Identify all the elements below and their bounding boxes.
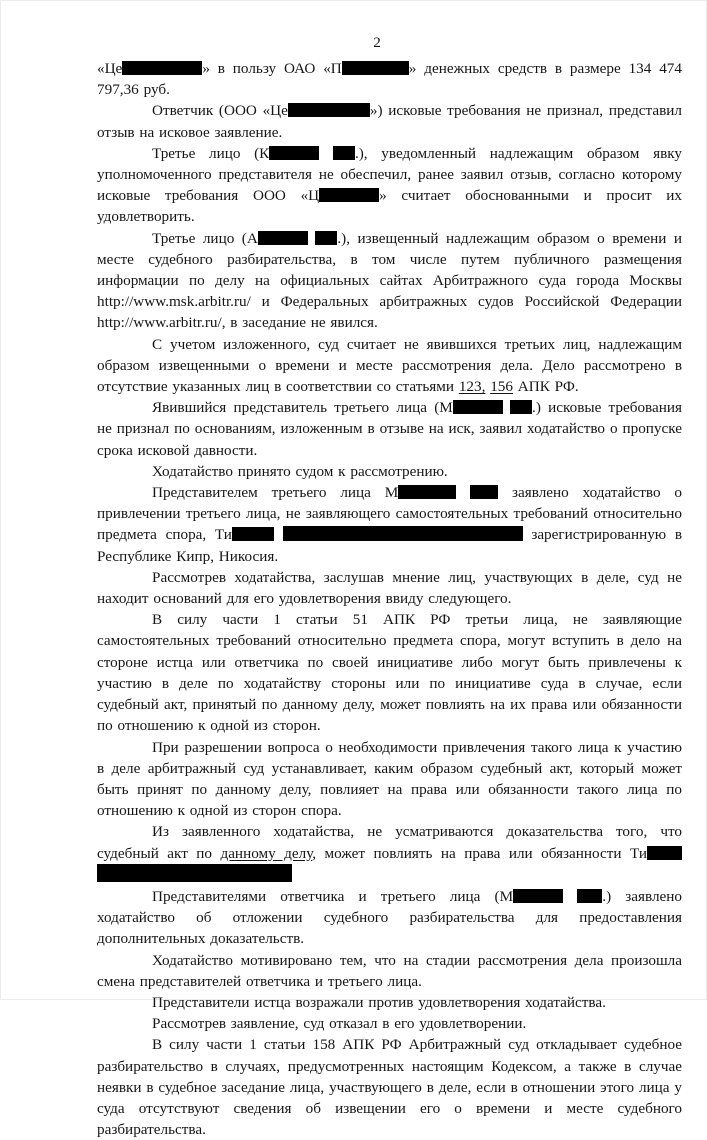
redaction-bar — [470, 485, 498, 499]
redaction-bar — [398, 485, 456, 499]
paragraph: Ходатайство принято судом к рассмотрению. — [152, 462, 448, 480]
paragraph: Из заявленного ходатайства, не усматриваются доказательства того, что судебный акт по данному делу, может повлиять на права или обязанности Ти — [97, 821, 682, 886]
paragraph: Рассмотрев заявление, суд отказал в его удовлетворении. — [152, 1015, 527, 1033]
redaction-bar — [97, 864, 292, 882]
paragraph: В силу части 1 статьи 51 АПК РФ третьи лица, не заявляющие самостоятельных требований относительно предмета спора, могут вступить в дело на стороне истца или ответчика по своей инициативе либо могут быть привлечены к участию в деле по ходатайству стороны или по инициативе суда в случае, если судебный акт, принятый по данному делу, может повлиять на их права или обязанности по отношению к одной из сторон. — [97, 611, 682, 735]
underlined-text: 123, — [458, 378, 486, 396]
underlined-text: данному делу — [220, 844, 313, 862]
redaction-bar — [258, 231, 308, 245]
paragraph: Ответчик (ООО «Це ») исковые требования не признал, представил отзыв на исковое заявление. — [97, 102, 682, 141]
underlined-text: 156 — [490, 378, 513, 396]
paragraph: Ходатайство мотивировано тем, что на стадии рассмотрения дела произошла смена представителей ответчика и третьего лица. — [97, 951, 682, 990]
redaction-bar — [577, 889, 602, 903]
paragraph: Явившийся представитель третьего лица (М .) исковые требования не признал по основаниям, изложенным в отзыве на иск, заявил ходатайство о пропуске срока исковой давности. — [97, 399, 682, 459]
redaction-bar — [647, 846, 682, 860]
redaction-bar — [510, 400, 532, 414]
paragraph: В силу части 1 статьи 158 АПК РФ Арбитражный суд откладывает судебное разбирательство в случаях, предусмотренных настоящим Кодексом, а также в случае неявки в судебное заседание лица, участвующего в деле, если в отношении этого лица у суда отсутствуют сведения об извещении его о времени и месте судебного разбирательства. — [97, 1036, 682, 1139]
document-body — [97, 58, 682, 1140]
paragraph: Третье лицо (К .), уведомленный надлежащим образом явку уполномоченного представителя не обеспечил, ранее заявил отзыв, согласно которому исковые требования ООО «Ц » считает обоснованными и просит их удовлетворить. — [97, 144, 683, 226]
redaction-bar — [315, 231, 337, 245]
paragraph: Третье лицо (А .), извещенный надлежащим образом о времени и месте судебного разбирательства, в том числе путем публичного размещения информации по делу на официальных сайтах Арбитражного суда города Москвы http://www.msk.arbitr.ru/ и Федеральных арбитражных судов Российской Федерации http://www.arbitr.ru/, в заседание не явился. — [97, 229, 683, 332]
paragraph: Рассмотрев ходатайства, заслушав мнение лиц, участвующих в деле, суд не находит оснований для его удовлетворения ввиду следующего. — [97, 568, 682, 608]
redaction-bar — [288, 103, 370, 117]
paragraph: «Це » в пользу ОАО «П » денежных средств в размере 134 474 797,36 руб. — [97, 60, 682, 99]
redaction-bar — [513, 889, 563, 903]
redaction-bar — [342, 61, 409, 75]
paragraph: Представителями ответчика и третьего лица (М .) заявлено ходатайство об отложении судебного разбирательства для предоставления дополнительных доказательств. — [97, 887, 682, 948]
redaction-bar — [122, 61, 202, 75]
redaction-bar — [453, 400, 503, 414]
paragraph: С учетом изложенного, суд считает не явившихся третьих лиц, надлежащим образом извещенными о времени и месте рассмотрения дела. Дело рассмотрено в отсутствие указанных лиц в соответствии со статьями 123, 156 АПК РФ. — [97, 335, 682, 396]
paragraph: Представители истца возражали против удовлетворения ходатайства. — [152, 993, 606, 1011]
page-number: 2 — [373, 34, 381, 51]
redaction-bar — [269, 146, 319, 160]
paragraph: При разрешении вопроса о необходимости привлечения такого лица к участию в деле арбитражный суд устанавливает, каким образом судебный акт, который может быть принят по данному делу, повлияет на права или обязанности такого лица по отношению к одной из сторон спора. — [97, 738, 682, 820]
redaction-bar — [319, 188, 379, 202]
paragraph: Представителем третьего лица М заявлено ходатайство о привлечении третьего лица, не заявляющего самостоятельных требований относительно предмета спора, Ти зарегистрированную в Республике Кипр, Никосия. — [97, 484, 683, 565]
redaction-bar — [333, 146, 355, 160]
redaction-bar — [283, 526, 523, 541]
redaction-bar — [232, 527, 274, 541]
